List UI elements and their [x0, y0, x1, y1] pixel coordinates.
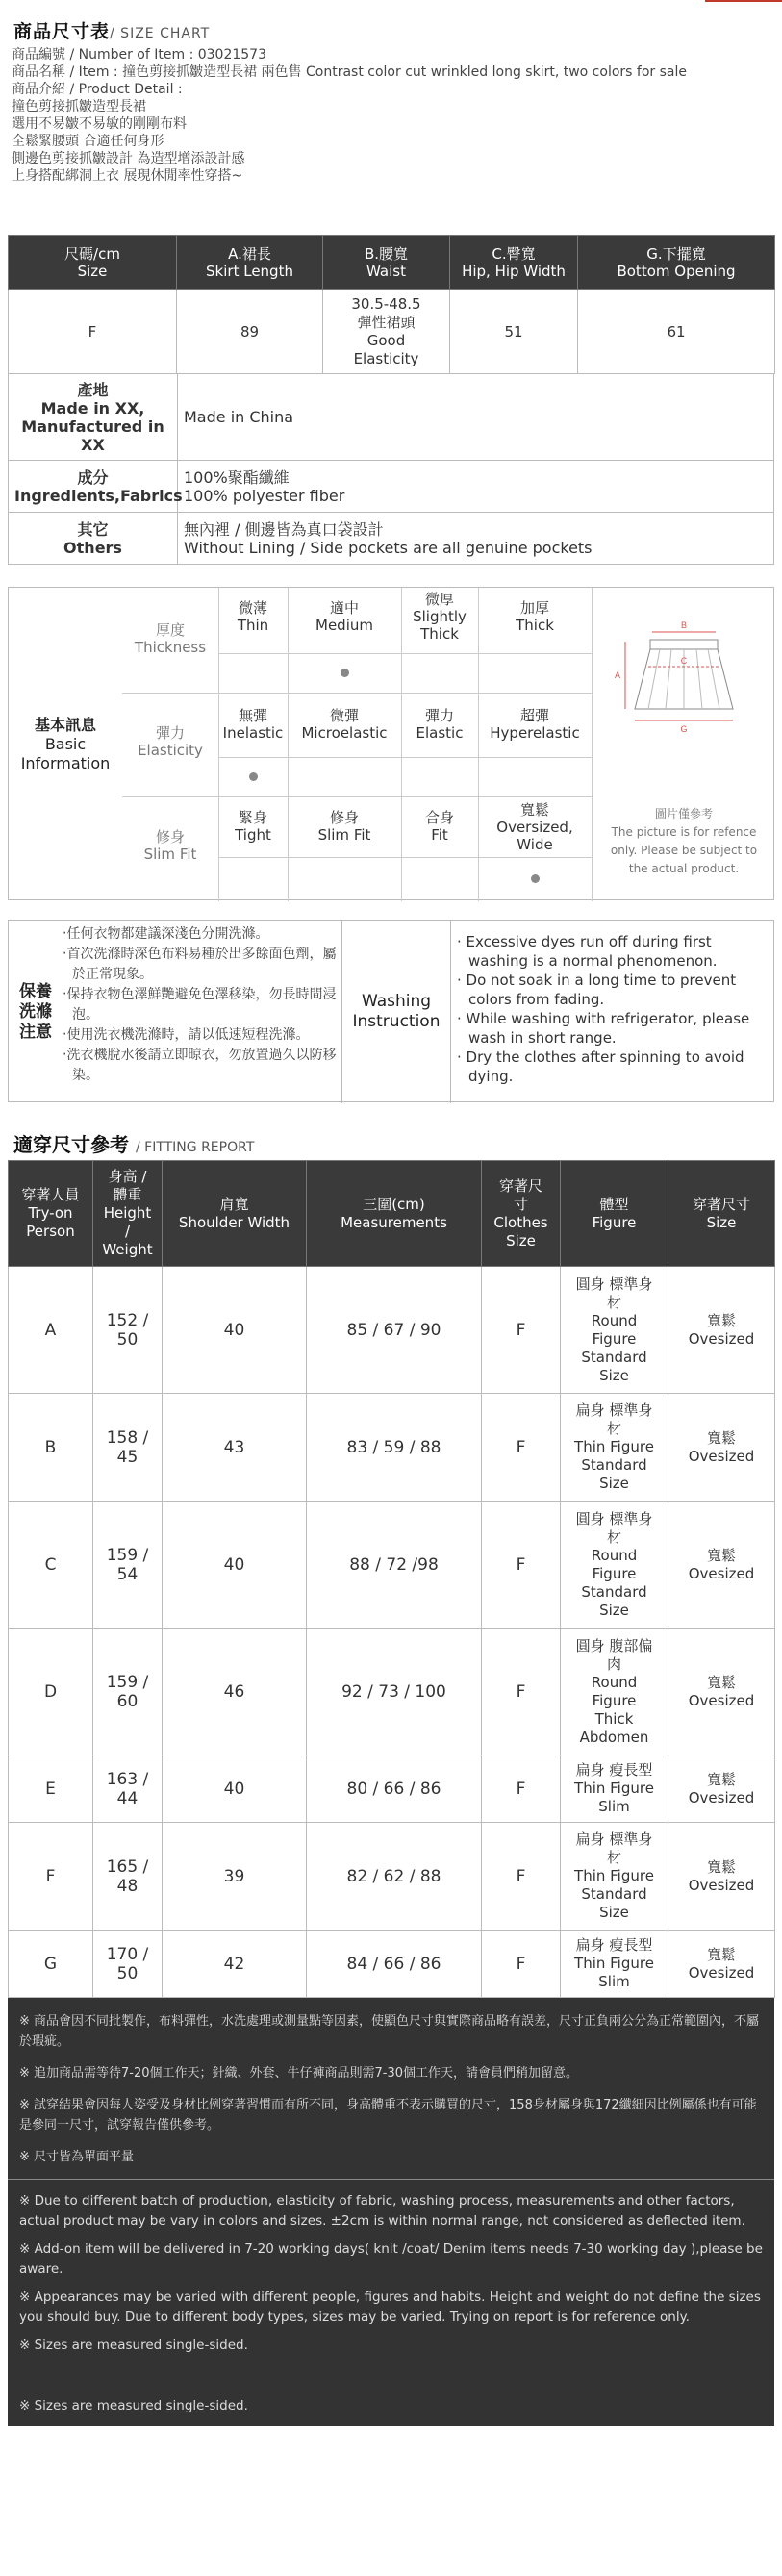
basic-info-panel [8, 587, 774, 900]
option-elastic: 彈力 Elastic [416, 707, 464, 742]
note-zh: ※ 追加商品需等待7-20個工作天；針織、外套、牛仔褲商品則需7-30個工作天，請會員們稍加留意。 [19, 2066, 579, 2081]
option-medium: 適中 Medium [315, 599, 373, 634]
size-table [8, 235, 775, 374]
product-detail-line: 撞色剪接抓皺造型長裙 [12, 99, 146, 114]
header-person: 穿著人員 Try-on Person [9, 1161, 93, 1267]
header-waist: B.腰寬 Waist [323, 236, 450, 290]
header-figure: 體型 Figure [561, 1161, 668, 1267]
table-row: A 152 / 50 40 85 / 67 / 90 F 圓身 標準身 材 Round Figure Standard Size 寬鬆 Ovesized [9, 1267, 775, 1394]
label-a: A [614, 670, 621, 680]
product-detail-line: 側邊色剪接抓皺設計 為造型增添設計感 [12, 151, 245, 166]
product-detail-line: 全鬆緊腰頭 合適任何身形 [12, 134, 164, 149]
others-value: 無內裡 / 側邊皆為真口袋設計 Without Lining / Side pockets are all genuine pockets [178, 513, 774, 565]
option-thick: 加厚 Thick [516, 599, 554, 634]
item-number: 商品編號 / Number of Item : 03021573 [12, 47, 266, 63]
option-inelastic: 無彈 Inelastic [222, 707, 284, 742]
label-b: B [680, 620, 688, 630]
washing-panel [8, 920, 774, 1102]
washing-en-list [457, 932, 774, 1086]
fitting-table [8, 1160, 775, 1998]
list-item: ‧洗衣機脫水後請立即晾衣，勿放置過久以防移染。 [63, 1048, 337, 1083]
table-row: G 170 / 50 42 84 / 66 / 86 F 扁身 瘦長型 Thin Figure Slim 寬鬆 Ovesized [9, 1931, 775, 1998]
header-clothes-size: 穿著尺 寸 Clothes Size [482, 1161, 561, 1267]
detail-row-fabric [9, 461, 774, 513]
header-skirt-length: A.裙長 Skirt Length [177, 236, 323, 290]
note-zh: ※ 尺寸皆為單面平量 [19, 2150, 135, 2164]
option-fit: 合身 Fit [424, 809, 454, 844]
header-measurements: 三圍(cm) Measurements [307, 1161, 482, 1267]
option-slim-fit: 修身 Slim Fit [317, 809, 371, 844]
table-row: B 158 / 45 43 83 / 59 / 88 F 扁身 標準身 材 Thin Figure Standard Size 寬鬆 Ovesized [9, 1394, 775, 1502]
table-row: D 159 / 60 46 92 / 73 / 100 F 圓身 腹部偏 肉 Round Figure Thick Abdomen 寬鬆 Ovesized [9, 1629, 775, 1755]
washing-zh-list [63, 924, 338, 1086]
option-thin: 微薄 Thin [237, 599, 269, 634]
others-label: 其它 Others [9, 513, 178, 565]
table-row: C 159 / 54 40 88 / 72 /98 F 圓身 標準身 材 Round Figure Standard Size 寬鬆 Ovesized [9, 1502, 775, 1629]
list-item: ‧任何衣物都建議深淺色分開洗滌。 [63, 926, 269, 942]
thickness-selected-dot [341, 669, 349, 677]
product-detail-label: 商品介紹 / Product Detail : [12, 82, 183, 97]
option-hyperelastic: 超彈 Hyperelastic [490, 707, 580, 742]
detail-row-origin [9, 374, 774, 461]
header-bottom-opening: G.下擺寬 Bottom Opening [578, 236, 775, 290]
product-detail-line: 選用不易皺不易敏的剛剛布料 [12, 116, 187, 132]
label-g: G [680, 724, 688, 734]
details-table [8, 373, 774, 565]
fitting-header [9, 1161, 775, 1267]
origin-label: 產地 Made in XX, Manufactured in XX [9, 374, 178, 461]
list-item: ‧保持衣物色澤鮮艷避免色澤移染，勿長時間浸泡。 [63, 987, 337, 1023]
product-detail-line: 上身搭配綁洞上衣 展現休閒率性穿搭~ [12, 168, 243, 184]
table-row: F 165 / 48 39 82 / 62 / 88 F 扁身 標準身 材 Thin Figure Standard Size 寬鬆 Ovesized [9, 1823, 775, 1931]
washing-title-zh: 保養 洗滌 注意 [19, 981, 52, 1042]
list-item: · Excessive dyes run off during first washing is a normal phenomenon. [457, 933, 718, 970]
list-item: · Dry the clothes after spinning to avoid dying. [457, 1048, 744, 1085]
washing-title-en: Washing Instruction [341, 921, 451, 1103]
bottom-opening-value: 61 [578, 290, 775, 374]
table-row: E 163 / 44 40 80 / 66 / 86 F 扁身 瘦長型 Thin Figure Slim 寬鬆 Ovesized [9, 1755, 775, 1823]
skirt-diagram [592, 588, 774, 901]
list-item: · While washing with refrigerator, please wash in short range. [457, 1010, 750, 1047]
skirt-illustration [593, 588, 775, 799]
notes-divider [8, 2179, 774, 2180]
note-en: ※ Due to different batch of production, elasticity of fabric, washing process, measurements and other factors, actual product may be vary in colors and sizes. ±2cm is within normal range, not considered as deflected item. [19, 2193, 745, 2229]
waist-value: 30.5-48.5 彈性裙頭 Good Elasticity [323, 290, 450, 374]
header-shoulder: 肩寬 Shoulder Width [163, 1161, 307, 1267]
hip-value: 51 [450, 290, 578, 374]
elasticity-label: 彈力 Elasticity [138, 724, 203, 759]
slimfit-label: 修身 Slim Fit [143, 828, 197, 863]
header-height-weight: 身高 / 體重 Height / Weight [93, 1161, 163, 1267]
option-tight: 緊身 Tight [235, 809, 271, 844]
diagram-caption: 圖片僅參考 The picture is for refence only. Please be subject to the actual product. [610, 807, 758, 875]
size-table-header [9, 236, 775, 290]
item-name: 商品名稱 / Item : 撞色剪接抓皺造型長裙 兩色售 Contrast color cut wrinkled long skirt, two colors for sale [12, 64, 687, 80]
product-info [12, 46, 771, 185]
size-row [9, 290, 775, 374]
top-accent-bar [705, 0, 782, 2]
skirt-length-value: 89 [177, 290, 323, 374]
note-zh: ※ 商品會因不同批製作，布料彈性，水洗處理或測量點等因素，使顯色尺寸與實際商品略有誤差，尺寸正負兩公分為正常範圍內，不屬於瑕疵。 [19, 2014, 760, 2049]
list-item: ‧首次洗滌時深色布料易種於出多餘面色劑，屬於正常現象。 [63, 947, 337, 982]
option-slightly-thick: 微厚 Slightly Thick [413, 591, 467, 643]
header-wear-size: 穿著尺寸 Size [668, 1161, 775, 1267]
header-size: 尺碼/cm Size [9, 236, 177, 290]
fabric-value: 100%聚酯纖維 100% polyester fiber [178, 461, 774, 513]
detail-row-others [9, 513, 774, 565]
slimfit-selected-dot [531, 874, 540, 883]
note-en: ※ Sizes are measured single-sided. [19, 2337, 248, 2353]
option-oversized: 寬鬆 Oversized, Wide [496, 801, 573, 853]
size-chart-header [13, 17, 773, 43]
note-en: ※ Appearances may be varied with different people, figures and habits. Height and weight do not define the sizes you should buy. Due to different body types, sizes may be varied. Trying on report is for reference only. [19, 2289, 761, 2325]
basic-info-title: 基本訊息 Basic Information [20, 716, 111, 772]
label-c: C [680, 656, 688, 666]
page-title: 商品尺寸表/ SIZE CHART [13, 21, 211, 42]
note-en: ※ Add-on item will be delivered in 7-20 working days( knit /coat/ Denim items needs 7-30 working day ),please be aware. [19, 2241, 763, 2277]
attribute-grid [122, 588, 592, 901]
option-microelastic: 微彈 Microelastic [301, 707, 388, 742]
fitting-report-title: 適穿尺寸參考 / FITTING REPORT [13, 1133, 255, 1156]
note-zh: ※ 試穿結果會因每人姿受及身材比例穿著習慣而有所不同，身高體重不表示購買的尺寸，158身材屬身與172纖細因比例屬係也有可能是參同一尺寸，試穿報告僅供參考。 [19, 2098, 757, 2133]
size-value: F [9, 290, 177, 374]
thickness-label: 厚度 Thickness [134, 621, 207, 656]
elasticity-selected-dot [249, 772, 258, 781]
origin-value: Made in China [178, 374, 774, 461]
header-hip: C.臀寬 Hip, Hip Width [450, 236, 578, 290]
fabric-label: 成分 Ingredients,Fabrics [9, 461, 178, 513]
list-item: ‧使用洗衣機洗滌時，請以低速短程洗滌。 [63, 1027, 310, 1043]
notes-panel [8, 1998, 774, 2394]
notes-footer: ※ Sizes are measured single-sided. [8, 2386, 774, 2426]
list-item: · Do not soak in a long time to prevent colors from fading. [457, 972, 737, 1008]
